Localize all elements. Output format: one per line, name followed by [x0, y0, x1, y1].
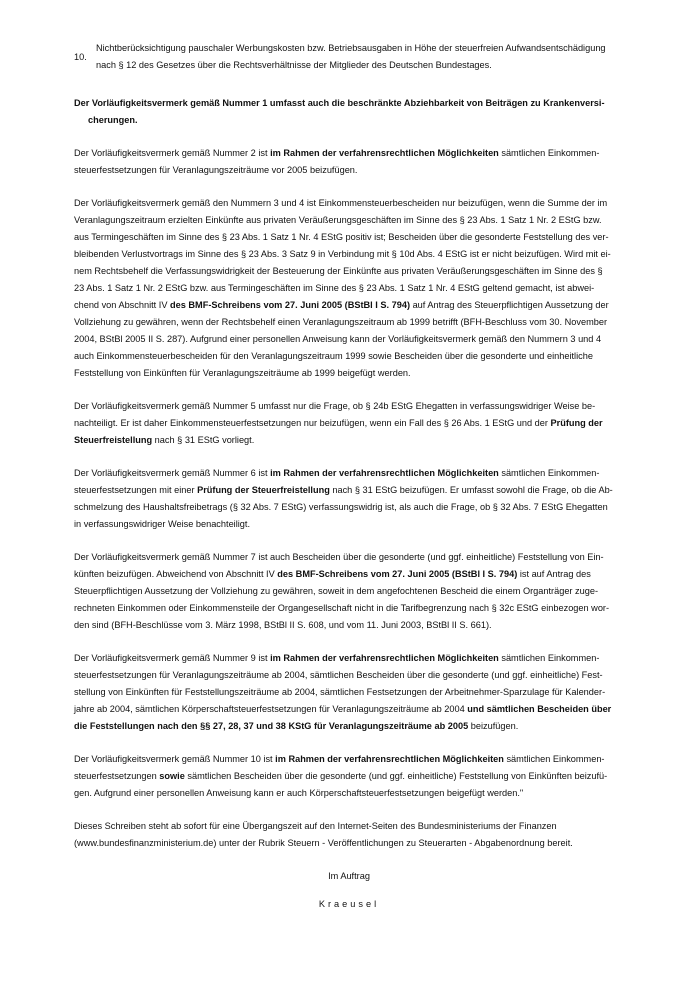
- paragraph-nummer-5: Der Vorläufigkeitsvermerk gemäß Nummer 5 umfasst nur die Frage, ob § 24b EStG Ehegatten in verfassungswidriger Weise be- nachteiligt. Er ist daher Einkommensteuerfestsetzungen nur beizufügen, wenn ein Fall des § 26 Abs. 1 EStG und der Prüfung der Steuerfreistellung nach § 31 EStG vorliegt.: [74, 401, 603, 445]
- paragraph-nummer-10: Der Vorläufigkeitsvermerk gemäß Nummer 10 ist im Rahmen der verfahrensrechtlichen Möglichkeiten sämtlichen Einkommen- steuerfestsetzungen sowie sämtlichen Bescheiden über die gesonderte (und ggf. einheitliche) Feststellung von Einkünften beizufü- gen. Aufgrund einer personellen Anweisung kann er auch Körperschaftsteuerfestsetzungen beigefügt werden.": [74, 754, 608, 798]
- paragraph-publication-notice: Dieses Schreiben steht ab sofort für eine Übergangszeit auf den Internet-Seiten des Bundesministeriums der Finanzen (www.bundesfinanzministerium.de) unter der Rubrik Steuern - Veröffentlichungen zu Steuerarten - Abgabenordnung bereit.: [74, 821, 573, 848]
- signature-name: Kraeusel: [318, 899, 380, 909]
- paragraph-bold-intro: Der Vorläufigkeitsvermerk gemäß Nummer 1 umfasst auch die beschränkte Abziehbarkeit von Beiträgen zu Krankenversi- cherungen.: [74, 98, 605, 125]
- paragraph-nummer-7: Der Vorläufigkeitsvermerk gemäß Nummer 7 ist auch Bescheiden über die gesonderte (und ggf. einheitliche) Feststellung von Ein- künften beizufügen. Abweichend von Abschnitt IV des BMF-Schreibens vom 27. Juni 2005 (BStBl I S. 794) ist auf Antrag des Steuerpflichtigen Aussetzung der Vollziehung zu gewähren, soweit in dem angefochtenen Bescheid die einem Organträger zuge- rechneten Einkommen oder Einkommensteile der Organgesellschaft nicht in die Tarifbegrenzung nach § 32c EStG einbezogen wor- den sind (BFH-Beschlüsse vom 3. März 1998, BStBl II S. 608, und vom 11. Juni 2003, BStBl II S. 661).: [74, 552, 610, 630]
- paragraph-nummer-9: Der Vorläufigkeitsvermerk gemäß Nummer 9 ist im Rahmen der verfahrensrechtlichen Möglichkeiten sämtlichen Einkommen- steuerfestsetzungen für Veranlagungszeiträume ab 2004, sämtlichen Bescheiden über die gesonderte (und ggf. einheitliche) Fest- stellung von Einkünften für Feststellungszeiträume ab 2004, sämtlichen Festsetzungen der Arbeitnehmer-Sparzulage für Kalender- jahre ab 2004, sämtlichen Körperschaftsteuerfestsetzungen für Veranlagungszeiträume ab 2004 und sämtlichen Bescheiden über die Feststellungen nach den §§ 27, 28, 37 und 38 KStG für Veranlagungszeiträume ab 2005 beizufügen.: [74, 653, 612, 731]
- item-text: Nichtberücksichtigung pauschaler Werbungskosten bzw. Betriebsausgaben in Höhe der steuerfreien Aufwandsentschädigung nach § 12 des Gesetzes über die Rechtsverhältnisse der Mitglieder des Deutschen Bundestages.: [96, 43, 606, 70]
- item-number: 10.: [74, 52, 87, 62]
- paragraph-nummer-6: Der Vorläufigkeitsvermerk gemäß Nummer 6 ist im Rahmen der verfahrensrechtlichen Möglichkeiten sämtlichen Einkommen- steuerfestsetzungen mit einer Prüfung der Steuerfreistellung nach § 31 EStG beizufügen. Er umfasst sowohl die Frage, ob die Ab- schmelzung des Haushaltsfreibetrags (§ 32 Abs. 7 EStG) verfassungswidrig ist, als auch die Frage, ob § 32 Abs. 7 EStG Ehegatten in verfassungswidriger Weise benachteiligt.: [74, 468, 613, 529]
- paragraph-nummer-3-4: Der Vorläufigkeitsvermerk gemäß den Nummern 3 und 4 ist Einkommensteuerbescheiden nur beizufügen, wenn die Summe der im Veranlagungszeitraum erzielten Einkünfte aus privaten Veräußerungsgeschäften im Sinne des § 23 Abs. 1 Satz 1 Nr. 2 EStG bzw. aus Termingeschäften im Sinne des § 23 Abs. 1 Satz 1 Nr. 4 EStG positiv ist; Bescheiden über die gesonderte Feststellung des ver- bleibenden Verlustvortrags im Sinne des § 23 Abs. 3 Satz 9 in Verbindung mit § 10d Abs. 4 EStG ist er nicht beizufügen. Wird mit ei- nem Rechtsbehelf die Verfassungswidrigkeit der Besteuerung der Einkünfte aus privaten Veräußerungsgeschäften im Sinne des § 23 Abs. 1 Satz 1 Nr. 2 EStG bzw. aus Termingeschäften im Sinne des § 23 Abs. 1 Satz 1 Nr. 4 EStG geltend gemacht, ist abwei- chend von Abschnitt IV des BMF-Schreibens vom 27. Juni 2005 (BStBl I S. 794) auf Antrag des Steuerpflichtigen Aussetzung der Vollziehung zu gewähren, wenn der Rechtsbehelf einen Veranlagungszeitraum ab 1999 betrifft (BFH-Beschluss vom 30. November 2004, BStBl 2005 II S. 287). Aufgrund einer personellen Anweisung kann der Vorläufigkeitsvermerk gemäß den Nummern 3 und 4 auch Einkommensteuerbescheiden für den Veranlagungszeitraum 1999 sowie Bescheiden über die gesonderte und einheitliche Feststellung von Einkünften für Veranlagungszeiträume ab 1999 beigefügt werden.: [74, 198, 611, 378]
- paragraph-nummer-2: Der Vorläufigkeitsvermerk gemäß Nummer 2 ist im Rahmen der verfahrensrechtlichen Möglichkeiten sämtlichen Einkommen- steuerfestsetzungen für Veranlagungszeiträume vor 2005 beizufügen.: [74, 148, 600, 175]
- document-page: [74, 40, 624, 913]
- list-item-10: [74, 40, 624, 74]
- im-auftrag: Im Auftrag: [328, 871, 370, 881]
